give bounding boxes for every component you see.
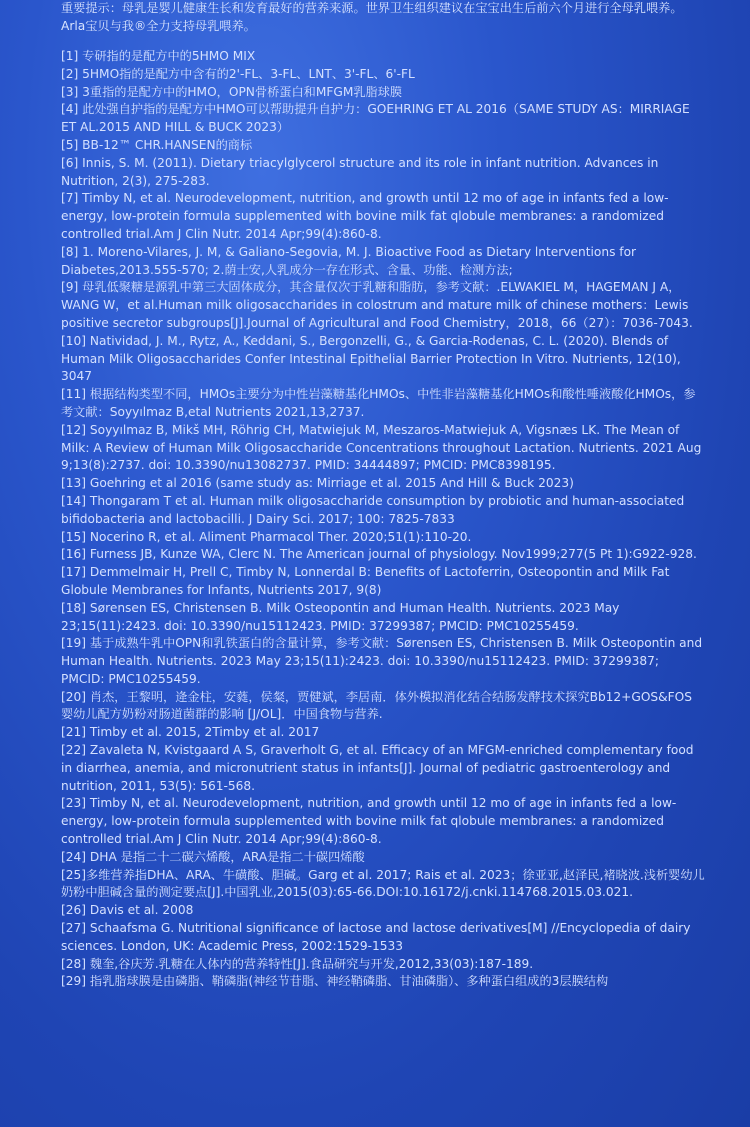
reference-item: [21] Timby et al. 2015, 2Timby et al. 2017 — [61, 725, 320, 740]
reference-item: [4] 此处强自护指的是配方中HMO可以帮助提升自护力：GOEHRING ET AL 2016（SAME STUDY AS：MIRRIAGE ET AL.2015 AND HILL & BUCK 2023） — [61, 102, 694, 135]
reference-item: [24] DHA 是指二十二碳六烯酸，ARA是指二十碳四烯酸 — [61, 849, 365, 864]
reference-item: [20] 肖杰，王黎明，逄金柱，安蕤，侯粲，贾健斌，李居南．体外模拟消化结合结肠发酵技术探究Bb12+GOS&FOS 婴幼儿配方奶粉对肠道菌群的影响 [J/OL]．中国食物与营养. — [61, 689, 696, 722]
reference-item: [9] 母乳低聚糖是源乳中第三大固体成分，其含量仅次于乳糖和脂肪，参考文献：.ELWAKIEL M，HAGEMAN J A，WANG W，et al.Human milk oligosaccharides in colostrum and mature milk of chinese mothers：Lewis positive secretor subgroups[J].Journal of Agricultural and Food Chemistry，2018，66（27）：7036-7043. — [61, 280, 693, 330]
reference-item: [7] Timby N, et al. Neurodevelopment, nutrition, and growth until 12 mo of age in infants fed a low-energy, low-protein formula supplemented with bovine milk fat qlobule membranes: a randomized controlled trial.Am J Clin Nutr. 2014 Apr;99(4):860-8. — [61, 191, 669, 241]
reference-item: [1] 专研指的是配方中的5HMO MIX — [61, 49, 256, 63]
reference-item: [10] Natividad, J. M., Rytz, A., Keddani, S., Bergonzelli, G., & Garcia-Rodenas, C. L. (2020). Blends of Human Milk Oligosaccharides Confer Intestinal Epithelial Barrier Protection In Vitro. Nutrients, 12(10), 3047 — [61, 333, 685, 384]
reference-item: [26] Davis et al. 2008 — [61, 903, 194, 918]
reference-item: [22] Zavaleta N, Kvistgaard A S, Graverholt G, et al. Efficacy of an MFGM-enriched complementary food in diarrhea, anemia, and micronutrient status in infants[J]. Journal of pediatric gastroenterology and nutrition, 2011, 53(5): 561-568. — [61, 743, 698, 793]
reference-item: [12] Soyyılmaz B, Mikš MH, Röhrig CH, Matwiejuk M, Meszaros-Matwiejuk A, Vigsnæs LK. The Mean of Milk: A Review of Human Milk Oligosaccharide Concentrations throughout Lactation. Nutrients. 2021 Aug 9;13(8):2737. doi: 10.3390/nu13082737. PMID: 34444897; PMCID: PMC8398195. — [61, 422, 706, 473]
reference-item: [27] Schaafsma G. Nutritional significance of lactose and lactose derivatives[M] //Encyclopedia of dairy sciences. London, UK: Academic Press, 2002:1529-1533 — [61, 921, 695, 953]
reference-item: [23] Timby N, et al. Neurodevelopment, nutrition, and growth until 12 mo of age in infants fed a low-energy, low-protein formula supplemented with bovine milk fat qlobule membranes: a randomized controlled trial.Am J Clin Nutr. 2014 Apr;99(4):860-8. — [61, 796, 677, 847]
reference-item: [28] 魏奎,谷庆芳.乳糖在人体内的营养特性[J].食品研究与开发,2012,33(03):187-189. — [61, 956, 534, 971]
reference-item: [6] Innis, S. M. (2011). Dietary triacylglycerol structure and its role in infant nutrition. Advances in Nutrition, 2(3), 275-283. — [61, 155, 663, 188]
reference-item: [19] 基于成熟牛乳中OPN和乳铁蛋白的含量计算，参考文献：Sørensen ES, Christensen B. Milk Osteopontin and Human Health. Nutrients. 2023 May 23;15(11):2423. doi: 10.3390/nu15112423. PMID: 37299387; PMCID: PMC10255459. — [61, 636, 706, 686]
reference-item: [3] 3重指的是配方中的HMO，OPN骨桥蛋白和MFGM乳脂球膜 — [61, 84, 403, 99]
reference-item: [13] Goehring et al 2016 (same study as: Mirriage et al. 2015 And Hill & Buck 2023) — [61, 476, 574, 491]
reference-item: [29] 指乳脂球膜是由磷脂、鞘磷脂(神经节苷脂、神经鞘磷脂、甘油磷脂）、多种蛋白组成的3层膜结构 — [61, 974, 609, 989]
reference-item: [14] Thongaram T et al. Human milk oligosaccharide consumption by probiotic and human-associated bifidobacteria and lactobacilli. J Dairy Sci. 2017; 100: 7825-7833 — [61, 493, 689, 526]
reference-item: [16] Furness JB, Kunze WA, Clerc N. The American journal of physiology. Nov1999;277(5 Pt 1):G922-928. — [61, 547, 697, 562]
reference-item: [2] 5HMO指的是配方中含有的2'-FL、3-FL、LNT、3'-FL、6'-FL — [61, 66, 415, 81]
reference-item: [11] 根据结构类型不同，HMOs主要分为中性岩藻糖基化HMOs、中性非岩藻糖基化HMOs和酸性唾液酸化HMOs，参考文献：Soyyılmaz B,etal Nutrients 2021,13,2737. — [61, 387, 696, 419]
reference-item: [25]多维营养指DHA、ARA、牛磺酸、胆碱。Garg et al. 2017; Rais et al. 2023；徐亚亚,赵泽民,褚晓波.浅析婴幼儿奶粉中胆碱含量的测定要点[J].中国乳业,2015(03):65-66.DOI:10.16172/j.cnki.114768.2015.03.021. — [61, 867, 705, 900]
reference-item: [8] 1. Moreno-Vilares, J. M, & Galiano-Segovia, M. J. Bioactive Food as Dietary lnterventions for Diabetes,2013.555-570; 2.荫士安,人乳成分一存在形式、含量、功能、检测方法; — [61, 244, 640, 277]
reference-list — [61, 48, 706, 991]
reference-item: [18] Sørensen ES, Christensen B. Milk Osteopontin and Human Health. Nutrients. 2023 May 23;15(11):2423. doi: 10.3390/nu15112423. PMID: 37299387; PMCID: PMC10255459. — [61, 600, 624, 633]
reference-item: [5] BB-12™ CHR.HANSEN的商标 — [61, 137, 253, 152]
reference-item: [15] Nocerino R, et al. Aliment Pharmacol Ther. 2020;51(1):110-20. — [61, 529, 472, 544]
important-notice: 重要提示：母乳是婴儿健康生长和发育最好的营养来源。世界卫生组织建议在宝宝出生后前六个月进行全母乳喂养。Arla宝贝与我®全力支持母乳喂养。 — [61, 1, 683, 33]
reference-item: [17] Demmelmair H, Prell C, Timby N, Lonnerdal B: Benefits of Lactoferrin, Osteopontin and Milk Fat Globule Membranes for Infants, Nutrients 2017, 9(8) — [61, 565, 674, 597]
